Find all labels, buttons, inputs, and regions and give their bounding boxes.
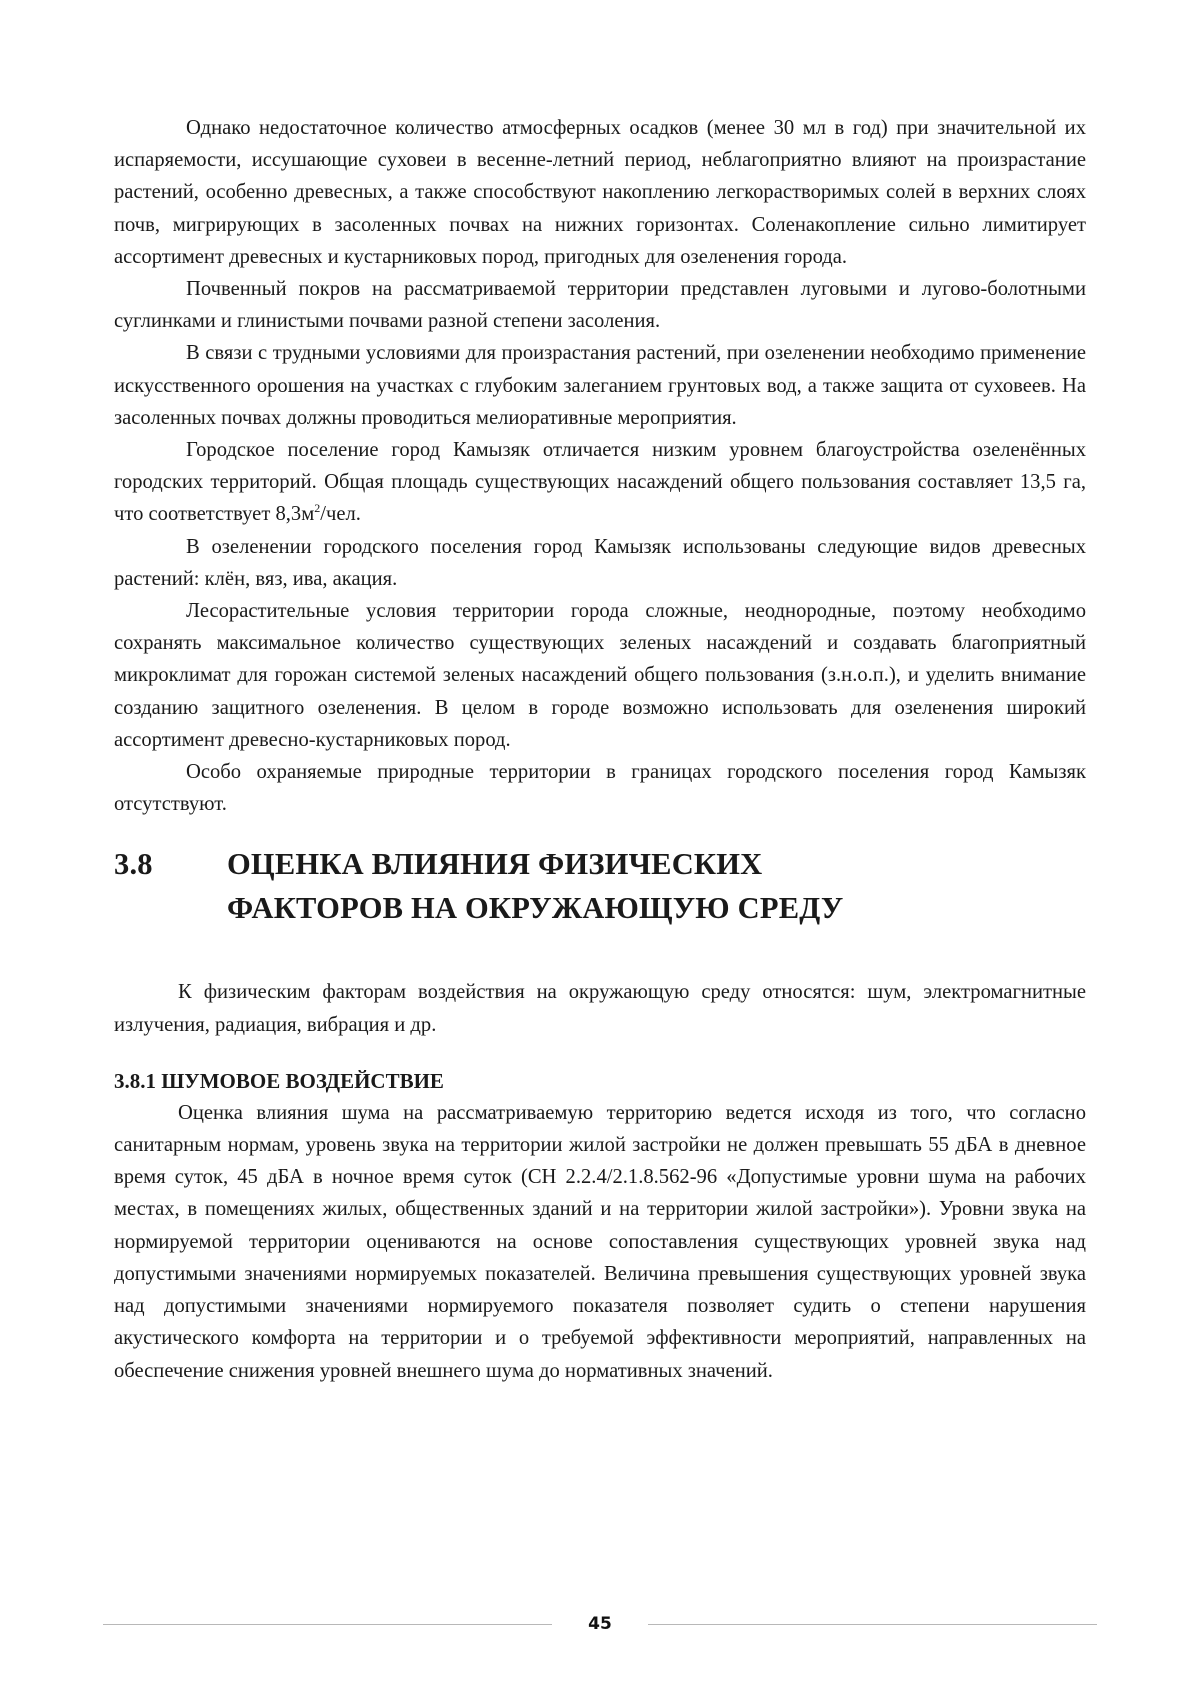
footer-rule-left — [103, 1624, 552, 1625]
page-number: 45 — [588, 1614, 612, 1634]
section-number: 3.8 — [114, 847, 153, 882]
section-heading — [114, 842, 1086, 930]
paragraph-forest-conditions: Лесорастительные условия территории города сложные, неоднородные, поэтому необходимо сохранять максимальное количество существующих зеленых насаждений и создавать благоприятный микроклимат для горожан системой зеленых насаждений общего пользования (з.н.о.п.), и уделить внимание созданию защитного озеленения. В целом в городе возможно использовать для озеленения широкий ассортимент древесно-кустарниковых пород. — [114, 600, 1086, 751]
section-title-line-1: ОЦЕНКА ВЛИЯНИЯ ФИЗИЧЕСКИХ — [227, 847, 763, 882]
paragraph-soil-cover: Почвенный покров на рассматриваемой территории представлен луговыми и лугово-болотными суглинками и глинистыми почвами разной степени засоления. — [114, 278, 1086, 333]
page-footer — [103, 1609, 1097, 1639]
paragraph-protected-areas: Особо охраняемые природные территории в границах городского поселения город Камызяк отсутствуют. — [114, 761, 1086, 816]
green-area-unit: /чел. — [320, 503, 361, 526]
paragraph-tree-species: В озеленении городского поселения город Камызяк использованы следующие видов древесных растений: клён, вяз, ива, акация. — [114, 535, 1086, 590]
section-title-line-2: ФАКТОРОВ НА ОКРУЖАЮЩУЮ СРЕДУ — [227, 891, 844, 926]
footer-rule-right — [648, 1624, 1097, 1625]
paragraph-green-area — [114, 434, 1086, 531]
paragraph-salinity: Однако недостаточное количество атмосферных осадков (менее 30 мл в год) при значительной их испаряемости, иссушающие суховеи в весенне-летний период, неблагоприятно влияют на произрастание растений, особенно древесных, а также способствуют накоплению легкорастворимых солей в верхних слоях почв, мигрирующих в засоленных почвах на нижних горизонтах. Соленакопление сильно лимитирует ассортимент древесных и кустарниковых пород, пригодных для озеленения города. — [114, 117, 1086, 268]
paragraph-physical-factors: К физическим факторам воздействия на окружающую среду относятся: шум, электромагнитные излучения, радиация, вибрация и др. — [114, 981, 1086, 1036]
section-title — [227, 842, 1086, 930]
paragraph-irrigation: В связи с трудными условиями для произрастания растений, при озеленении необходимо применение искусственного орошения на участках с глубоким залеганием грунтовых вод, а также защита от суховеев. На засоленных почвах должны проводиться мелиоративные мероприятия. — [114, 342, 1086, 429]
superscript-2: 2 — [314, 501, 321, 516]
document-page — [114, 112, 1086, 1387]
subsection-heading: 3.8.1 ШУМОВОЕ ВОЗДЕЙСТВИЕ — [114, 1068, 444, 1093]
green-area-text: Городское поселение город Камызяк отличается низким уровнем благоустройства озеленённых городских территорий. Общая площадь существующих насаждений общего пользования составляет 13,5 га, что соответствует 8,3м — [114, 439, 1086, 526]
paragraph-noise-assessment: Оценка влияния шума на рассматриваемую территорию ведется исходя из того, что согласно санитарным нормам, уровень звука на территории жилой застройки не должен превышать 55 дБА в дневное время суток, 45 дБА в ночное время суток (СН 2.2.4/2.1.8.562-96 «Допустимые уровни шума на рабочих местах, в помещениях жилых, общественных зданий и на территории жилой застройки»). Уровни звука на нормируемой территории оцениваются на основе сопоставления существующих уровней звука над допустимыми значениями нормируемых показателей. Величина превышения существующих уровней звука над допустимыми значениями нормируемого показателя позволяет судить о степени нарушения акустического комфорта на территории и о требуемой эффективности мероприятий, направленных на обеспечение снижения уровней внешнего шума до нормативных значений. — [114, 1101, 1086, 1382]
